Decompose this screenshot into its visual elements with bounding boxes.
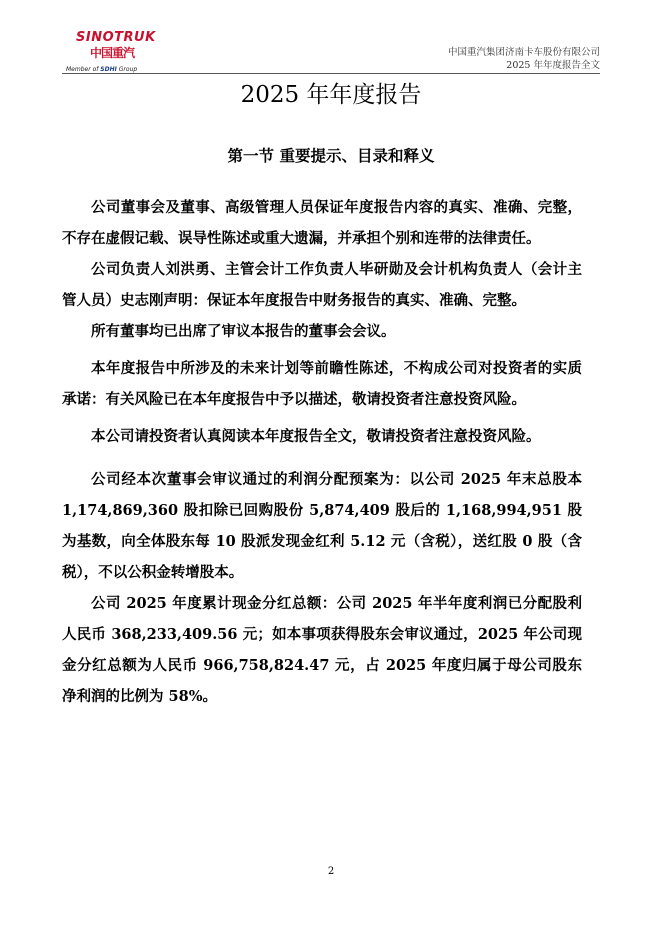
paragraph: 公司董事会及董事、高级管理人员保证年度报告内容的真实、准确、完整，不存在虚假记载、误导性陈述或重大遗漏，并承担个别和连带的法律责任。 bbox=[62, 199, 582, 247]
paragraph: 公司负责人刘洪勇、主管会计工作负责人毕研勋及会计机构负责人（会计主管人员）史志刚声明：保证本年度报告中财务报告的真实、准确、完整。 bbox=[62, 261, 582, 309]
logo-member-line bbox=[66, 66, 137, 73]
logo-brand: SINOTRUK bbox=[76, 30, 156, 45]
paragraph: 公司经本次董事会审议通过的利润分配预案为：以公司 2025 年末总股本 1,174,869,360 股扣除已回购股份 5,874,409 股后的 1,168,994,951 股为基数，向全体股东每 10 股派发现金红利 5.12 元（含税），送红股 0 股（含税），不以公积金转增股本。 bbox=[62, 471, 582, 581]
document-title: 2025 年年度报告 bbox=[240, 82, 422, 108]
header-company: 中国重汽集团济南卡车股份有限公司 bbox=[447, 47, 600, 58]
page-header bbox=[62, 28, 600, 76]
logo-member-group: SDHI bbox=[100, 66, 117, 73]
header-divider bbox=[62, 73, 600, 74]
logo-chinese: 中国重汽 bbox=[90, 46, 135, 60]
paragraph: 本年度报告中所涉及的未来计划等前瞻性陈述，不构成公司对投资者的实质承诺：有关风险已在本年度报告中予以描述，敬请投资者注意投资风险。 bbox=[62, 360, 582, 408]
logo-member-prefix: Member of bbox=[66, 66, 99, 73]
paragraph: 所有董事均已出席了审议本报告的董事会会议。 bbox=[91, 323, 396, 340]
header-report-label: 2025 年年度报告全文 bbox=[506, 60, 600, 71]
header-info bbox=[448, 46, 600, 72]
document-body bbox=[62, 192, 582, 712]
paragraph: 本公司请投资者认真阅读本年度报告全文，敬请投资者注意投资风险。 bbox=[91, 428, 541, 445]
paragraph: 公司 2025 年度累计现金分红总额：公司 2025 年半年度利润已分配股利人民币 368,233,409.56 元；如本事项获得股东会审议通过，2025 年公司现金分红总额为人民币 966,758,824.47 元，占 2025 年度归属于母公司股东净利润的比例为 58%。 bbox=[62, 595, 582, 705]
logo-member-suffix: Group bbox=[118, 66, 138, 73]
section-title: 第一节 重要提示、目录和释义 bbox=[227, 146, 435, 165]
page-number: 2 bbox=[327, 866, 335, 877]
